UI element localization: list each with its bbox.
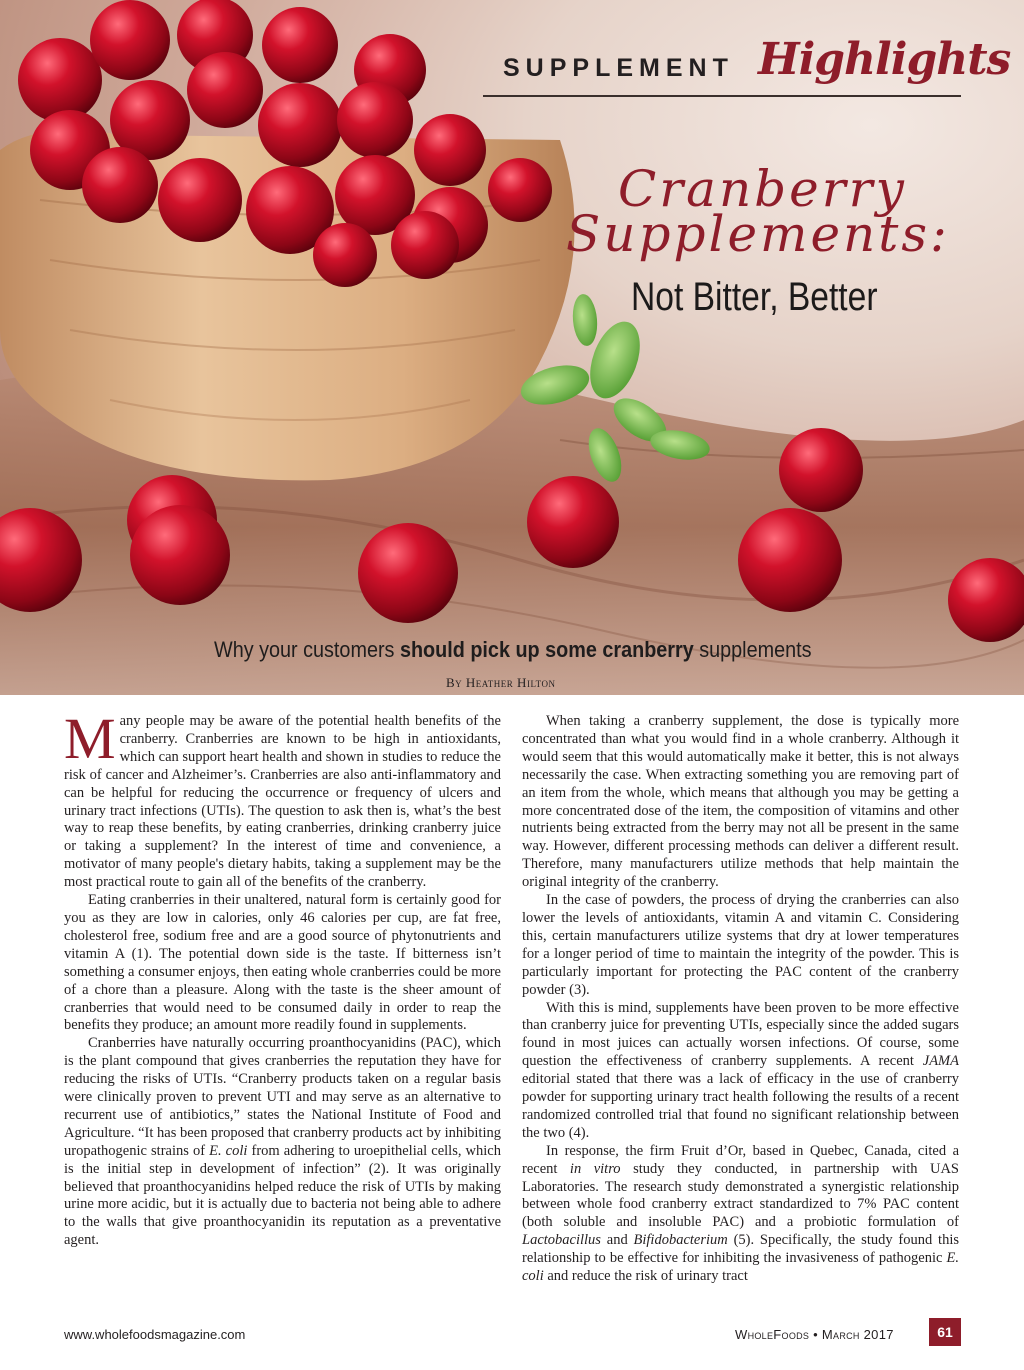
italic-term: Bifidobacterium: [633, 1232, 728, 1249]
paragraph-text: editorial stated that there was a lack of efficacy in the use of cranberry powder for supporting urinary tract health following the results of a recent randomized controlled trial that found no significant relationship between the two (4).: [522, 1071, 959, 1141]
title-line-2: Supplements:: [566, 205, 950, 263]
byline: By Heather Hilton: [446, 675, 556, 690]
paragraph: When taking a cranberry supplement, the dose is typically more concentrated than what you would find in a whole cranberry. Although it would seem that this would automatically make it better, this is not always necessarily the case. When extracting something you are removing part of an item from the whole, which means that although you may be getting a more concentrated dose of the item, the composition of vitamins and other nutrients being extracted from the berry may not all be present in the same way. However, different processing methods can deliver a different result. Therefore, many manufacturers utilize methods that help maintain the original integrity of the cranberry.: [522, 713, 959, 891]
paragraph-text: In response, the firm Fruit d’Or, based in Quebec, Canada, cited a recent: [522, 1142, 959, 1177]
italic-term: in vitro: [569, 1160, 621, 1177]
kicker-section: SUPPLEMENT: [503, 54, 734, 82]
paragraph-text: and reduce the risk of urinary tract: [543, 1268, 748, 1285]
italic-term: JAMA: [922, 1053, 959, 1070]
paragraph-text: (5). Specifically, the study found this relationship to be effective for inhibiting the invasiveness of pathogenic: [522, 1232, 959, 1267]
paragraph: [64, 706, 501, 892]
deck-end: supplements: [693, 637, 812, 662]
paragraph-text: With this is mind, supplements have been proven to be more effective than cranberry juice for preventing UTIs, especially since the added sugars found in most juices can actually worsen infections. Of course, some question the effectiveness of cranberry supplements. A recent: [522, 999, 959, 1070]
paragraph: Eating cranberries in their unaltered, natural form is certainly good for you as they are low in calories, only 46 calories per cup, are fat free, cholesterol free, sodium free and are a good source of phytonutrients and vitamin A (1). The potential down side is the taste. If bitterness isn’t something a consumer enjoys, then eating whole cranberries could be more of a chore than a pleasure. Along with the taste is the sheer amount of cranberries that would need to be consumed daily in order to reap the benefits they produce; an amount more readily found in supplements.: [64, 892, 501, 1034]
paragraph-text: study they conducted, in partnership with UAS Laboratories. The research study demonstrated a synergistic relationship between whole food cranberry extract standardized to 7% PAC content (both soluble and insoluble PAC) and a probiotic formulation of: [522, 1160, 959, 1231]
paragraph: [522, 1000, 959, 1143]
drop-cap: M: [64, 706, 116, 771]
page-number: 61: [929, 1318, 961, 1346]
kicker-highlight: Highlights: [758, 34, 1011, 85]
header-rule: [483, 95, 961, 97]
italic-term: E. coli: [209, 1142, 248, 1159]
section-kicker: [500, 32, 1011, 92]
right-column: [522, 713, 959, 1286]
paragraph-text: any people may be aware of the potential health benefits of the cranberry. Cranberries are known to be high in antioxidants, which can support heart health and shown in studies to reduce the risk of cancer and Alzheimer’s. Cranberries are also anti-inflammatory and can be helpful for reducing the occurrence or frequency of ulcers and urinary tract infections (UTIs). The question to ask then is, what’s the best way to reap these benefits, by eating cranberries, drinking cranberry juice or taking a supplement? In the interest of time and convenience, a motivator of many people's dietary habits, taking a supplement may be the most practical route to gain all of the benefits of the cranberry.: [64, 713, 501, 891]
paragraph-text: from adhering to uroepithelial cells, which is the initial step in development of infection” (2). It was originally believed that proanthocyanidins helped reduce the risk of UTIs by making urine more acidic, but it is actually due to bacteria not being able to adhere to the walls that give proanthocyanidin its reputation as a preventative agent.: [64, 1142, 501, 1249]
paragraph-text: and: [600, 1232, 634, 1249]
deck-bold: should pick up some cranberry: [399, 637, 694, 662]
paragraph: [64, 1035, 501, 1250]
paragraph-text: Cranberries have naturally occurring proanthocyanidins (PAC), which is the plant compound that gives cranberries the reputation they have for reducing the risks of UTIs. “Cranberry products taken on a regular basis were clinically proven to prevent UTI and may serve as an alternative to recurrent use of antibiotics,” states the National Institute of Food and Agriculture. “It has been proposed that cranberry products act by inhibiting uropathogenic strains of: [64, 1035, 501, 1159]
article-deck: [214, 637, 812, 663]
deck-plain: Why your customers: [214, 637, 400, 662]
left-column: [64, 706, 501, 1250]
paragraph: In the case of powders, the process of drying the cranberries can also lower the levels of antioxidants, vitamin A and vitamin C. Considering this, certain manufacturers utilize systems that dry at lower temperatures for a longer period of time to maintain the integrity of the powder. This is particularly important for protecting the PAC content of the cranberry powder (3).: [522, 892, 959, 998]
article-subtitle: Not Bitter, Better: [631, 275, 878, 319]
footer-url[interactable]: www.wholefoodsmagazine.com: [64, 1327, 246, 1342]
italic-term: E. coli: [522, 1250, 959, 1285]
paragraph: [522, 1143, 959, 1286]
footer-issue: WholeFoods • March 2017: [735, 1327, 894, 1342]
title-line-1: Cranberry: [618, 160, 907, 218]
italic-term: Lactobacillus: [522, 1232, 601, 1249]
